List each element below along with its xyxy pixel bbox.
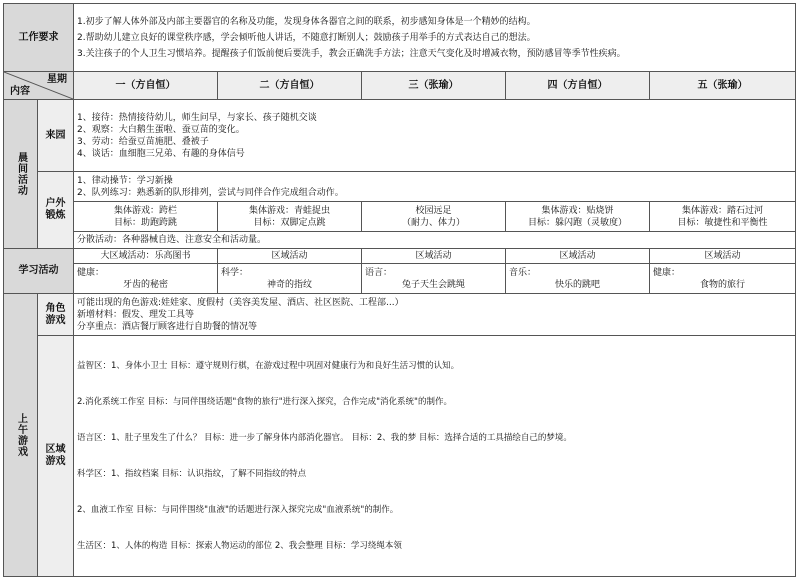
forenoon-game-label: 上午游戏 xyxy=(4,294,38,577)
area-game-content xyxy=(74,336,796,577)
study-subject-cell: 健康： 食物的旅行 xyxy=(650,264,796,294)
game-cell: 集体游戏：贴烧饼 目标：躲闪跑（灵敏度） xyxy=(506,202,650,232)
role-play-item: 可能出现的角色游戏:娃娃家、度假村（美容美发屋、酒店、社区医院、工程部...） xyxy=(77,297,404,308)
corner-header xyxy=(4,72,74,100)
area-game-item: 2、血液工作室 目标：与同伴围绕"血液"的话题进行深入探究完成"血液系统"的制作。 xyxy=(77,505,399,515)
game-cell: 集体游戏：青蛙捉虫 目标：双脚定点跳 xyxy=(218,202,362,232)
study-subject-cell: 音乐： 快乐的跳吧 xyxy=(506,264,650,294)
day-header: 三（张瑜） xyxy=(362,72,506,100)
morning-activity-label: 晨间活动 xyxy=(4,100,38,249)
role-play-label: 角色游戏 xyxy=(38,294,74,336)
outdoor-label: 户外锻炼 xyxy=(38,172,74,249)
study-area: 区域活动 xyxy=(218,249,362,264)
arrival-label: 来园 xyxy=(38,100,74,172)
role-play-content xyxy=(74,294,796,336)
study-subject-cell: 语言： 兔子天生会跳绳 xyxy=(362,264,506,294)
role-play-item: 分享重点：酒店餐厅顾客进行自助餐的情况等 xyxy=(77,321,258,332)
study-subject-row xyxy=(4,264,796,294)
area-game-item: 2.消化系统工作室 目标：与同伴围绕话题"食物的旅行"进行深入探究，合作完成"消化系统"的制作。 xyxy=(77,397,452,407)
arrival-item: 3、劳动：给蚕豆苗施肥、叠被子 xyxy=(77,136,209,147)
area-game-item: 科学区：1、指纹档案 目标：认识指纹，了解不同指纹的特点 xyxy=(77,469,307,479)
work-requirements-row xyxy=(4,4,796,72)
role-play-item: 新增材料：假发、理发工具等 xyxy=(77,309,195,320)
area-game-item: 益智区：1、身体小卫士 目标：遵守规则行棋，在游戏过程中巩固对健康行为和良好生活习惯的认知。 xyxy=(77,361,460,371)
requirement-item: 1.初步了解人体外部及内部主要器官的名称及功能，发现身体各器官之间的联系，初步感知身体是一个精妙的结构。 xyxy=(77,16,536,27)
game-cell: 校园远足 （耐力、体力） xyxy=(362,202,506,232)
study-subject-cell: 健康： 牙齿的秘密 xyxy=(74,264,218,294)
outdoor-item: 1、律动操节：学习新操 xyxy=(77,175,173,186)
outdoor-item: 2、队列练习：熟悉新的队形排列，尝试与同伴合作完成组合动作。 xyxy=(77,187,344,198)
study-area: 区域活动 xyxy=(362,249,506,264)
arrival-item: 2、观察：大白鹅生蛋啦、蚕豆苗的变化。 xyxy=(77,124,245,135)
area-game-label: 区域游戏 xyxy=(38,336,74,577)
arrival-item: 1、接待：热情接待幼儿，师生问早，与家长、孩子随机交谈 xyxy=(77,112,317,123)
weekly-plan-table xyxy=(3,3,796,577)
outdoor-drills xyxy=(74,172,796,202)
day-header: 二（方自恒） xyxy=(218,72,362,100)
arrival-row xyxy=(4,100,796,172)
corner-weekday-label: 星期 xyxy=(47,74,67,85)
arrival-content xyxy=(74,100,796,172)
area-game-row xyxy=(4,336,796,577)
requirement-item: 3.关注孩子的个人卫生习惯培养。提醒孩子们饭前便后要洗手，教会正确洗手方法；注意天气变化及时增减衣物，预防感冒等季节性疾病。 xyxy=(77,48,626,59)
area-game-item: 语言区：1、肚子里发生了什么？ 目标：进一步了解身体内部消化器官。 目标：2、我的梦 目标：选择合适的工具描绘自己的梦境。 xyxy=(77,433,572,443)
scatter-activity: 分散活动：各种器械自选、注意安全和活动量。 xyxy=(74,232,796,249)
study-area: 区域活动 xyxy=(650,249,796,264)
scatter-activity-row xyxy=(4,232,796,249)
study-area-row xyxy=(4,249,796,264)
game-cell: 集体游戏：踏石过河 目标：敏捷性和平衡性 xyxy=(650,202,796,232)
game-cell: 集体游戏：跨栏 目标：助跑跨跳 xyxy=(74,202,218,232)
requirement-item: 2.帮助幼儿建立良好的课堂秩序感，学会倾听他人讲话，不随意打断别人；鼓励孩子用举手的方式表达自己的想法。 xyxy=(77,32,536,43)
study-activity-label: 学习活动 xyxy=(4,249,74,294)
area-game-item: 生活区：1、人体的构造 目标：探索人物运动的部位 2、我会整理 目标：学习绕绳本领 xyxy=(77,541,402,551)
outdoor-games-row xyxy=(4,202,796,232)
work-requirements-label: 工作要求 xyxy=(4,4,74,72)
study-area: 区域活动 xyxy=(506,249,650,264)
role-play-row xyxy=(4,294,796,336)
day-header: 一（方自恒） xyxy=(74,72,218,100)
outdoor-drill-row xyxy=(4,172,796,202)
study-area: 大区域活动：乐高图书 xyxy=(74,249,218,264)
corner-content-label: 内容 xyxy=(10,86,30,97)
arrival-item: 4、谈话：血细胞三兄弟、有趣的身体信号 xyxy=(77,148,245,159)
study-subject-cell: 科学： 神奇的指纹 xyxy=(218,264,362,294)
day-header: 四（方自恒） xyxy=(506,72,650,100)
work-requirements-content xyxy=(74,4,796,72)
weekday-header-row xyxy=(4,72,796,100)
day-header: 五（张瑜） xyxy=(650,72,796,100)
